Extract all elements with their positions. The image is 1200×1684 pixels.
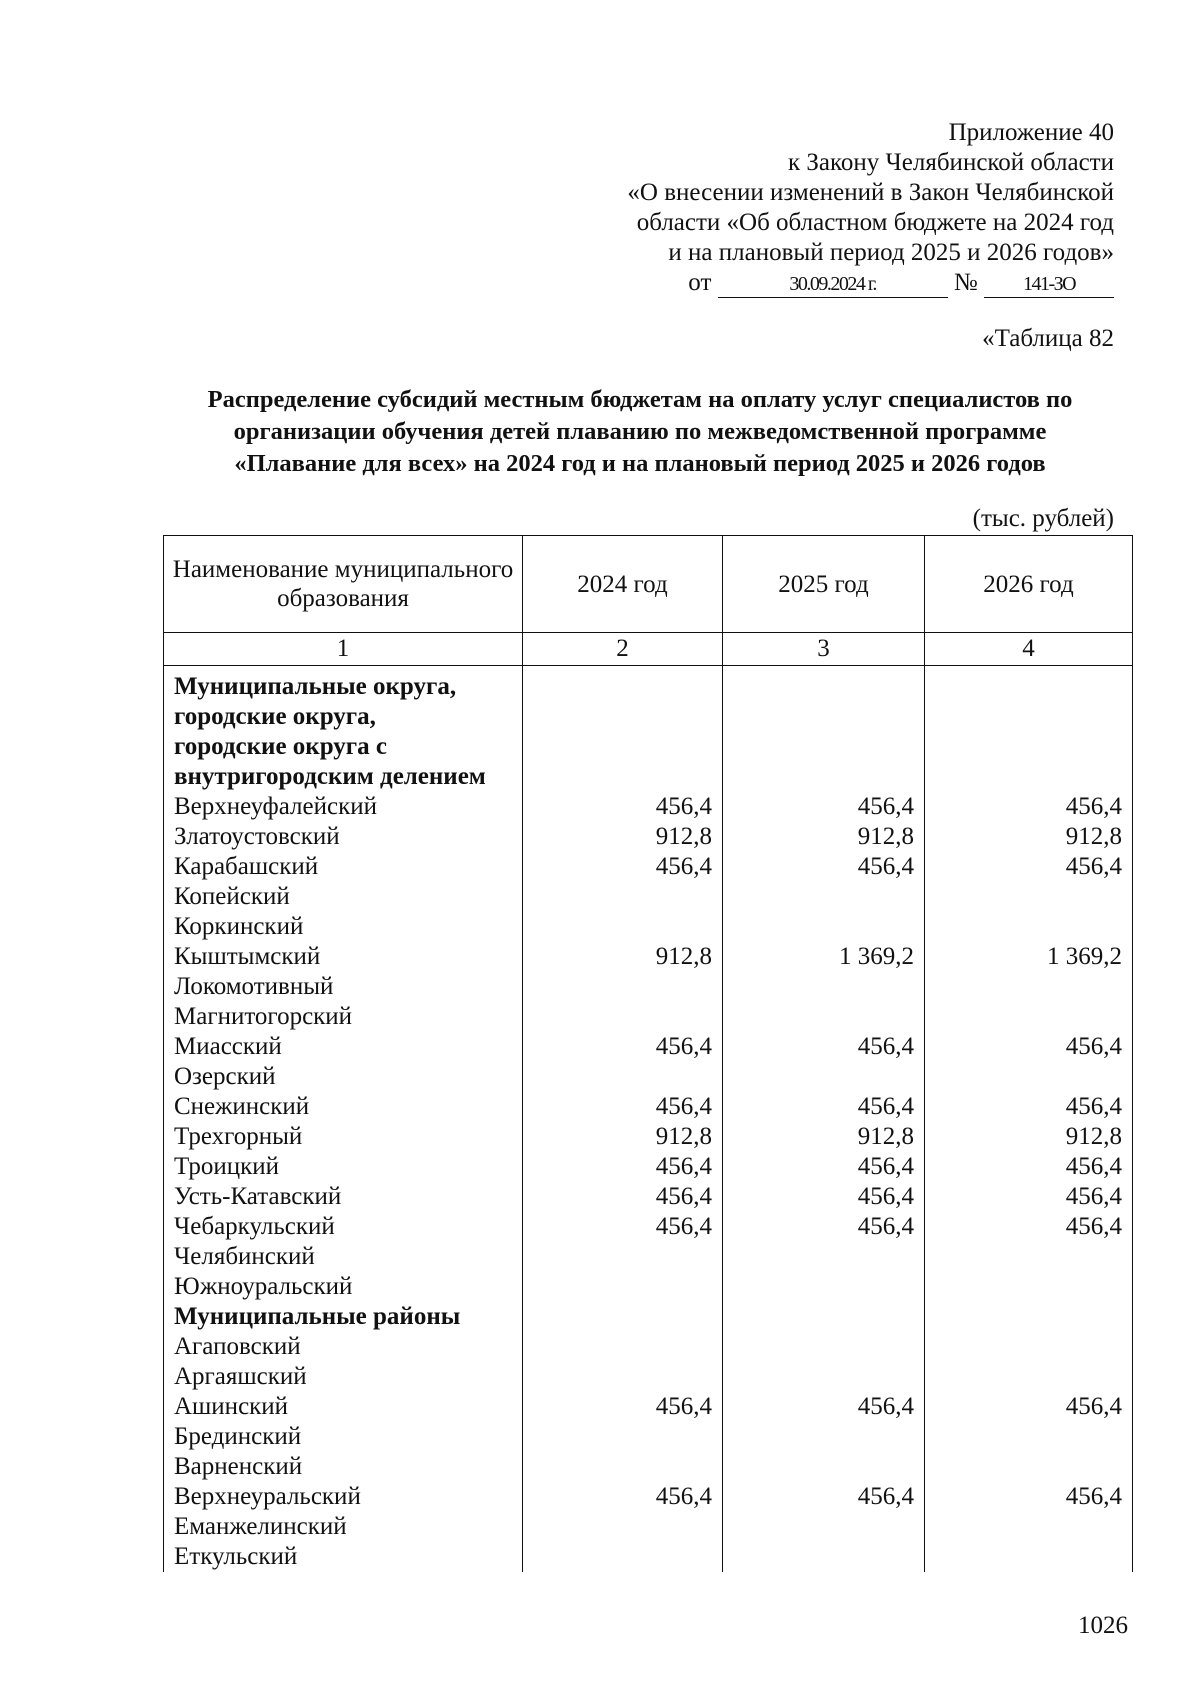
value-2025: [723, 1242, 925, 1272]
value-2026: 456,4: [925, 852, 1133, 882]
value-2025: 456,4: [723, 1392, 925, 1422]
table-row: [164, 1392, 1133, 1422]
municipality-name: городские округа,: [164, 702, 523, 732]
column-header-2026: 2026 год: [925, 536, 1133, 633]
municipality-name: Кыштымский: [164, 942, 523, 972]
value-2024: [523, 1062, 723, 1092]
table-row: [164, 882, 1133, 912]
municipality-name: Брединский: [164, 1422, 523, 1452]
value-2024: 456,4: [523, 792, 723, 822]
municipality-name: Муниципальные округа,: [164, 666, 523, 703]
table-row: [164, 1272, 1133, 1302]
value-2024: [523, 762, 723, 792]
table-row: [164, 792, 1133, 822]
value-2025: 912,8: [723, 822, 925, 852]
table-row: [164, 762, 1133, 792]
value-2026: 456,4: [925, 1152, 1133, 1182]
table-row: [164, 732, 1133, 762]
number-label: №: [953, 269, 978, 296]
value-2025: 456,4: [723, 1032, 925, 1062]
value-2024: 456,4: [523, 1182, 723, 1212]
value-2024: [523, 1272, 723, 1302]
table-label: «Таблица 82: [982, 325, 1114, 352]
value-2024: [523, 666, 723, 703]
table-row: [164, 1362, 1133, 1392]
value-2025: [723, 702, 925, 732]
table-row: [164, 942, 1133, 972]
date-number-line: [554, 268, 1114, 298]
table-row: [164, 972, 1133, 1002]
value-2024: 456,4: [523, 1152, 723, 1182]
municipality-name: Аргаяшский: [164, 1362, 523, 1392]
column-header-2024: 2024 год: [523, 536, 723, 633]
value-2025: 456,4: [723, 1182, 925, 1212]
value-2026: [925, 1302, 1133, 1332]
value-2024: 456,4: [523, 1092, 723, 1122]
table-row: [164, 852, 1133, 882]
value-2026: [925, 972, 1133, 1002]
municipality-name: Ашинский: [164, 1392, 523, 1422]
value-2026: 912,8: [925, 822, 1133, 852]
table-row: [164, 1152, 1133, 1182]
appendix-line: области «Об областном бюджете на 2024 год: [636, 209, 1114, 236]
value-2025: 456,4: [723, 792, 925, 822]
table-row: [164, 912, 1133, 942]
value-2024: 912,8: [523, 942, 723, 972]
column-number: 2: [523, 633, 723, 666]
column-header-name: Наименование муниципального образования: [164, 536, 523, 633]
appendix-header: [554, 118, 1114, 298]
value-2024: 456,4: [523, 1482, 723, 1512]
value-2026: 912,8: [925, 1122, 1133, 1152]
value-2026: 456,4: [925, 1182, 1133, 1212]
municipality-name: Верхнеуральский: [164, 1482, 523, 1512]
value-2024: [523, 702, 723, 732]
municipality-name: Верхнеуфалейский: [164, 792, 523, 822]
table-row: [164, 1212, 1133, 1242]
value-2026: [925, 1062, 1133, 1092]
value-2024: [523, 912, 723, 942]
value-2026: [925, 702, 1133, 732]
value-2025: [723, 1362, 925, 1392]
value-2024: 456,4: [523, 852, 723, 882]
value-2025: [723, 912, 925, 942]
value-2024: [523, 1542, 723, 1572]
table-row: [164, 1332, 1133, 1362]
municipality-name: Миасский: [164, 1032, 523, 1062]
header-row: [164, 536, 1133, 633]
value-2025: 456,4: [723, 1212, 925, 1242]
value-2024: [523, 1512, 723, 1542]
appendix-line: к Закону Челябинской области: [788, 149, 1114, 176]
value-2025: 456,4: [723, 1152, 925, 1182]
value-2026: [925, 666, 1133, 703]
table-row: [164, 1422, 1133, 1452]
value-2024: [523, 882, 723, 912]
municipality-name: Снежинский: [164, 1092, 523, 1122]
table-row: [164, 1002, 1133, 1032]
municipality-name: Златоустовский: [164, 822, 523, 852]
value-2024: [523, 1302, 723, 1332]
table-row: [164, 1122, 1133, 1152]
value-2026: [925, 1452, 1133, 1482]
table-row: [164, 822, 1133, 852]
municipality-name: Усть-Катавский: [164, 1182, 523, 1212]
value-2026: 456,4: [925, 1482, 1133, 1512]
value-2025: [723, 666, 925, 703]
value-2024: [523, 1332, 723, 1362]
page-number: 1026: [1078, 1612, 1128, 1639]
value-2024: [523, 1422, 723, 1452]
column-number: 3: [723, 633, 925, 666]
value-2026: [925, 762, 1133, 792]
value-2025: [723, 1422, 925, 1452]
table-row: [164, 1482, 1133, 1512]
value-2024: [523, 1002, 723, 1032]
table-row: [164, 1182, 1133, 1212]
column-header-2025: 2025 год: [723, 536, 925, 633]
table-row: [164, 1032, 1133, 1062]
value-2026: [925, 1362, 1133, 1392]
value-2025: [723, 1452, 925, 1482]
value-2026: [925, 1002, 1133, 1032]
municipality-name: Локомотивный: [164, 972, 523, 1002]
value-2026: [925, 882, 1133, 912]
value-2025: [723, 1512, 925, 1542]
value-2026: [925, 1512, 1133, 1542]
value-2025: [723, 762, 925, 792]
municipality-name: городские округа с: [164, 732, 523, 762]
municipality-name: Магнитогорский: [164, 1002, 523, 1032]
table-row: [164, 1092, 1133, 1122]
value-2024: 912,8: [523, 1122, 723, 1152]
law-number: 141-ЗО: [984, 271, 1114, 298]
table-row: [164, 1062, 1133, 1092]
document-title: [160, 384, 1120, 480]
municipality-name: Южноуральский: [164, 1272, 523, 1302]
law-date: 30.09.2024 г.: [718, 271, 948, 298]
municipality-name: Муниципальные районы: [164, 1302, 523, 1332]
value-2025: [723, 882, 925, 912]
value-2025: [723, 1272, 925, 1302]
municipality-name: Карабашский: [164, 852, 523, 882]
municipality-name: Варненский: [164, 1452, 523, 1482]
value-2024: 456,4: [523, 1392, 723, 1422]
value-2025: 456,4: [723, 1092, 925, 1122]
municipality-name: Озерский: [164, 1062, 523, 1092]
value-2026: 1 369,2: [925, 942, 1133, 972]
value-2024: [523, 732, 723, 762]
value-2026: [925, 1542, 1133, 1572]
value-2025: [723, 1542, 925, 1572]
value-2026: [925, 1422, 1133, 1452]
value-2025: [723, 732, 925, 762]
title-line: Распределение субсидий местным бюджетам на оплату услуг специалистов по: [207, 386, 1073, 413]
value-2026: [925, 1272, 1133, 1302]
value-2026: [925, 732, 1133, 762]
title-line: «Плавание для всех» на 2024 год и на плановый период 2025 и 2026 годов: [234, 450, 1046, 477]
value-2025: [723, 1332, 925, 1362]
value-2026: 456,4: [925, 1092, 1133, 1122]
municipality-name: Агаповский: [164, 1332, 523, 1362]
municipality-name: Челябинский: [164, 1242, 523, 1272]
value-2024: [523, 1452, 723, 1482]
value-2024: 456,4: [523, 1212, 723, 1242]
value-2026: [925, 1242, 1133, 1272]
municipality-name: Чебаркульский: [164, 1212, 523, 1242]
table-row: [164, 1512, 1133, 1542]
value-2024: 912,8: [523, 822, 723, 852]
table-row: [164, 666, 1133, 703]
value-2024: [523, 972, 723, 1002]
value-2026: 456,4: [925, 1032, 1133, 1062]
table-body: [164, 666, 1133, 1573]
table-row: [164, 1452, 1133, 1482]
table-row: [164, 702, 1133, 732]
municipality-name: Еткульский: [164, 1542, 523, 1572]
value-2025: [723, 1062, 925, 1092]
value-2025: [723, 1002, 925, 1032]
value-2026: 456,4: [925, 792, 1133, 822]
table-row: [164, 1302, 1133, 1332]
value-2024: [523, 1242, 723, 1272]
value-2025: 912,8: [723, 1122, 925, 1152]
value-2025: 1 369,2: [723, 942, 925, 972]
appendix-line: Приложение 40: [948, 119, 1114, 146]
column-number: 1: [164, 633, 523, 666]
value-2024: [523, 1362, 723, 1392]
municipality-name: Трехгорный: [164, 1122, 523, 1152]
appendix-line: и на плановый период 2025 и 2026 годов»: [668, 239, 1114, 266]
from-label: от: [688, 269, 712, 296]
table-row: [164, 1242, 1133, 1272]
municipality-name: Копейский: [164, 882, 523, 912]
appendix-line: «О внесении изменений в Закон Челябинской: [627, 179, 1114, 206]
municipality-name: внутригородским делением: [164, 762, 523, 792]
value-2024: 456,4: [523, 1032, 723, 1062]
value-2026: 456,4: [925, 1212, 1133, 1242]
value-2026: [925, 912, 1133, 942]
value-2025: [723, 1302, 925, 1332]
table-row: [164, 1542, 1133, 1572]
municipality-name: Коркинский: [164, 912, 523, 942]
units-label: (тыс. рублей): [972, 505, 1114, 532]
subsidy-table: [163, 535, 1133, 1572]
value-2025: [723, 972, 925, 1002]
value-2025: 456,4: [723, 852, 925, 882]
value-2026: [925, 1332, 1133, 1362]
column-number: 4: [925, 633, 1133, 666]
title-line: организации обучения детей плаванию по межведомственной программе: [233, 418, 1047, 445]
municipality-name: Еманжелинский: [164, 1512, 523, 1542]
municipality-name: Троицкий: [164, 1152, 523, 1182]
value-2026: 456,4: [925, 1392, 1133, 1422]
value-2025: 456,4: [723, 1482, 925, 1512]
column-number-row: [164, 633, 1133, 666]
